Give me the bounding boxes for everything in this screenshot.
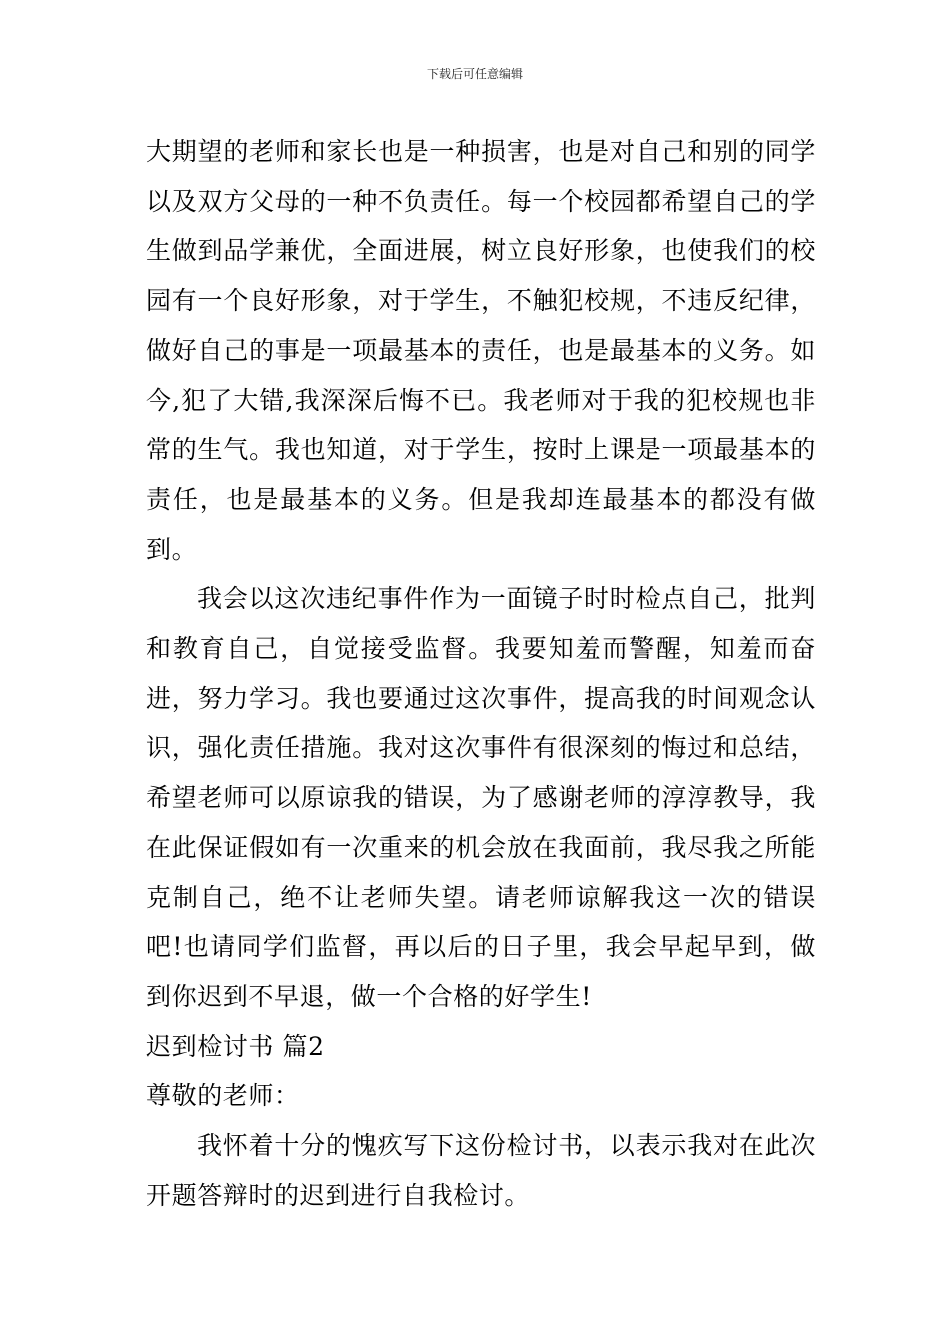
salutation: 尊敬的老师： [146, 1081, 300, 1111]
body-paragraph-3: 我怀着十分的愧疚写下这份检讨书，以表示我对在此次开题答辩时的迟到进行自我检讨。 [146, 1131, 816, 1210]
section-title: 迟到检讨书 篇2 [146, 1031, 325, 1061]
body-paragraph-2: 我会以这次违纪事件作为一面镜子时时检点自己，批判和教育自己，自觉接受监督。我要知羞而警醒，知羞而奋进，努力学习。我也要通过这次事件，提高我的时间观念认识，强化责任措施。我对这次事件有很深刻的悔过和总结，希望老师可以原谅我的错误，为了感谢老师的淳淳教导，我在此保证假如有一次重来的机会放在我面前，我尽我之所能克制自己，绝不让老师失望。请老师谅解我这一次的错误吧!也请同学们监督，再以后的日子里，我会早起早到，做到你迟到不早退，做一个合格的好学生! [146, 584, 816, 1011]
page-header: 下载后可任意编辑 [426, 67, 523, 81]
document-body [146, 127, 816, 1220]
body-paragraph-1: 大期望的老师和家长也是一种损害，也是对自己和别的同学以及双方父母的一种不负责任。每一个校园都希望自己的学生做到品学兼优，全面进展，树立良好形象，也使我们的校园有一个良好形象，对于学生，不触犯校规，不违反纪律，做好自己的事是一项最基本的责任，也是最基本的义务。如今,犯了大错,我深深后悔不已。我老师对于我的犯校规也非常的生气。我也知道，对于学生，按时上课是一项最基本的责任，也是最基本的义务。但是我却连最基本的都没有做到。 [146, 137, 816, 564]
